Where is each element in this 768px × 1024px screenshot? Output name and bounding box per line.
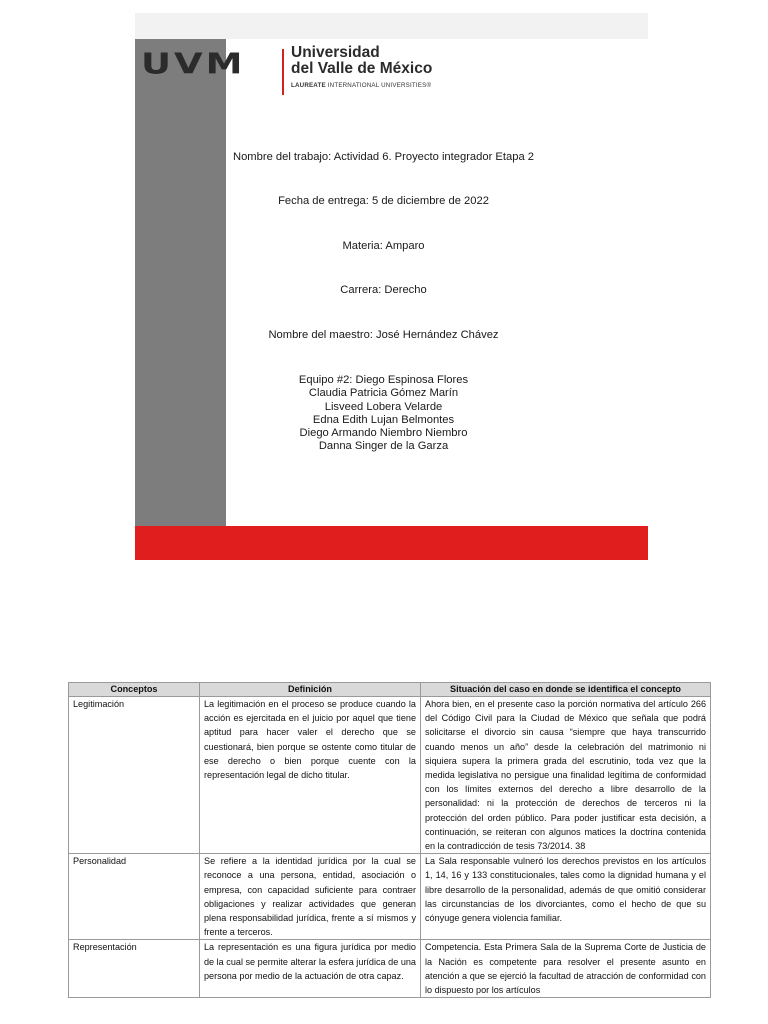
career: Carrera: Derecho bbox=[340, 284, 427, 296]
team-line: Equipo #2: Diego Espinosa Flores bbox=[298, 374, 469, 386]
logo-name-line-2: del Valle de México bbox=[291, 60, 433, 77]
team-list bbox=[135, 374, 632, 454]
logo-sub-bold: LAUREATE bbox=[291, 82, 326, 89]
logo-divider bbox=[282, 49, 284, 95]
definition-cell: La representación es una figura jurídica por medio de la cual se permite alterar la esfera jurídica de una persona por medio de la actuación de otra capaz. bbox=[200, 940, 421, 998]
header-definition: Definición bbox=[200, 683, 421, 697]
team-line: Danna Singer de la Garza bbox=[318, 440, 449, 453]
logo-sub-rest: INTERNATIONAL UNIVERSITIES® bbox=[325, 82, 432, 89]
table-header-row bbox=[69, 683, 711, 697]
table-row bbox=[69, 697, 711, 854]
logo-subtitle bbox=[291, 82, 431, 89]
situation-cell: Competencia. Esta Primera Sala de la Suprema Corte de Justicia de la Nación es competente para resolver el presente asunto en atención a que se ejerció la facultad de atracción de conformidad con lo dispuesto por los artículos bbox=[421, 940, 711, 998]
team-line: Lisveed Lobera Velarde bbox=[324, 400, 443, 413]
logo-university-name bbox=[291, 45, 432, 77]
team-line: Diego Armando Niembro Niembro bbox=[299, 427, 468, 440]
delivery-date: Fecha de entrega: 5 de diciembre de 2022 bbox=[278, 195, 489, 207]
situation-cell: La Sala responsable vulneró los derechos previstos en los artículos 1, 14, 16 y 133 constitucionales, tales como la dignidad humana y el libre desarrollo de la personalidad, además de que omitió considerar las circunstancias de los divorciantes, como el hecho de que su cónyuge genera violencia familiar. bbox=[421, 854, 711, 940]
logo-name-line-1: Universidad bbox=[291, 44, 380, 61]
cover-red-bar bbox=[135, 526, 648, 560]
definition-cell: La legitimación en el proceso se produce cuando la acción es ejercitada en el juicio por aquel que tiene aptitud para hacer valer el derecho que se cuestionará, bien porque se ostente como titular de ese derecho o bien porque cuente con la representación legal de dicho titular. bbox=[200, 697, 421, 854]
concept-cell: Personalidad bbox=[69, 854, 200, 940]
teacher: Nombre del maestro: José Hernández Chávez bbox=[268, 329, 499, 341]
header-concepts: Conceptos bbox=[69, 683, 200, 697]
team-line: Edna Edith Lujan Belmontes bbox=[312, 413, 455, 426]
concept-cell: Representación bbox=[69, 940, 200, 998]
team-line: Claudia Patricia Gómez Marín bbox=[308, 387, 459, 400]
table-row bbox=[69, 940, 711, 998]
situation-cell: Ahora bien, en el presente caso la porción normativa del artículo 266 del Código Civil para la Ciudad de México que señala que podrá solicitarse el divorcio sin causa “siempre que haya transcurrido cuando menos un año” desde la celebración del matrimonio ni siquiera supera la primera grada del escrutinio, toda vez que la medida legislativa no persigue una finalidad legítima de conformidad con los límites externos del derecho a libre desarrollo de la personalidad: ni la protección de derechos de terceros ni la protección del orden público. Para poder justificar esta decisión, a continuación, se reiteran con algunos matices la doctrina contenida en la contradicción de tesis 73/2014. 38 bbox=[421, 697, 711, 854]
concept-cell: Legitimación bbox=[69, 697, 200, 854]
logo-mark: UVM bbox=[141, 47, 246, 81]
subject: Materia: Amparo bbox=[342, 240, 425, 252]
table-row bbox=[69, 854, 711, 940]
header-situation: Situación del caso en donde se identifica el concepto bbox=[421, 683, 711, 697]
definition-cell: Se refiere a la identidad jurídica por la cual se reconoce a una persona, entidad, asociación o empresa, con capacidad suficiente para contraer obligaciones y realizar actividades que generan plena responsabilidad jurídica, frente a sí mismos y frente a terceros. bbox=[200, 854, 421, 940]
work-name: Nombre del trabajo: Actividad 6. Proyecto integrador Etapa 2 bbox=[233, 151, 534, 163]
concepts-table bbox=[68, 682, 711, 998]
